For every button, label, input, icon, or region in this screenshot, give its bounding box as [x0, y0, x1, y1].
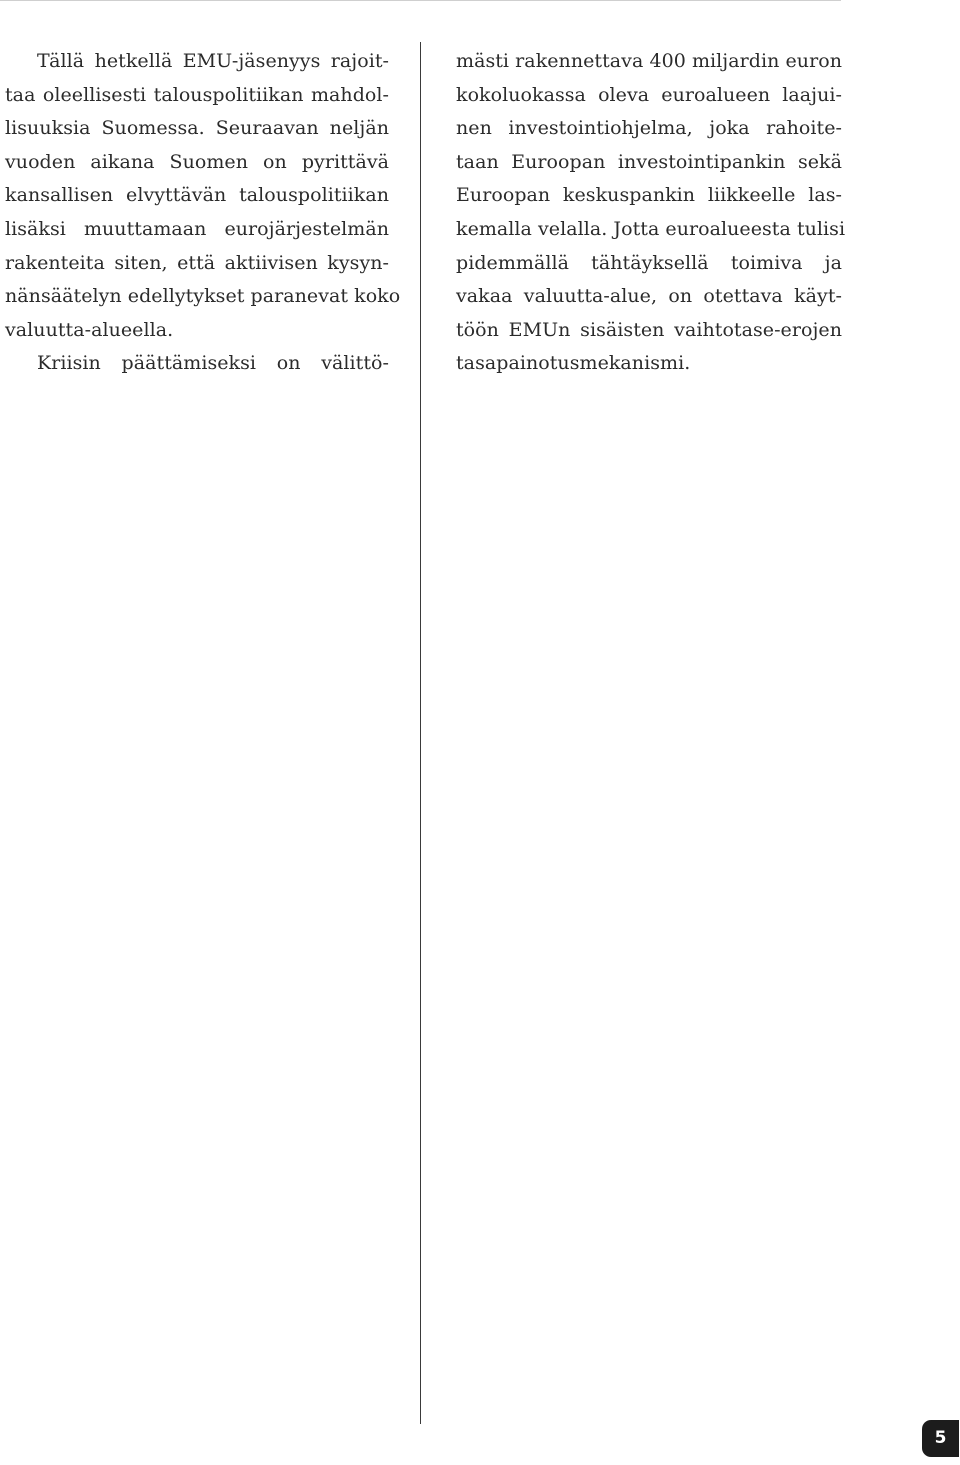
text-line: taa oleellisesti talouspolitiikan mahdol- [5, 83, 389, 106]
text-line: vakaa valuutta-alue, on otettava käyt- [456, 285, 842, 308]
top-rule [0, 0, 841, 1]
text-line: töön EMUn sisäisten vaihtotase-erojen [456, 318, 842, 341]
text-line: vuoden aikana Suomen on pyrittävä [5, 150, 389, 173]
text-line: rakenteita siten, että aktiivisen kysyn- [5, 251, 389, 274]
text-line: lisuuksia Suomessa. Seuraavan neljän [5, 117, 389, 140]
right-text-column [456, 45, 846, 381]
left-text-column [5, 45, 401, 381]
page-number: 5 [934, 1428, 947, 1448]
text-line: Euroopan keskuspankin liikkeelle las- [456, 184, 842, 207]
text-line: kansallisen elvyttävän talouspolitiikan [5, 184, 389, 207]
text-line: taan Euroopan investointipankin sekä [456, 150, 842, 173]
column-divider [420, 42, 421, 1424]
text-line: nänsäätelyn edellytykset paranevat koko [5, 285, 401, 308]
text-line: valuutta-alueella. [5, 318, 174, 341]
text-line: lisäksi muuttamaan eurojärjestelmän [5, 217, 389, 240]
text-line: mästi rakennettava 400 miljardin euron [456, 50, 842, 72]
text-line: nen investointiohjelma, joka rahoite- [456, 117, 842, 140]
page-number-badge [922, 1420, 959, 1457]
text-line: Kriisin päättämiseksi on välittö- [37, 352, 389, 375]
text-line: kemalla velalla. Jotta euroalueesta tulisi [456, 217, 846, 240]
text-line: pidemmällä tähtäyksellä toimiva ja [456, 251, 842, 274]
text-line: kokoluokassa oleva euroalueen laajui- [456, 83, 842, 106]
text-line: tasapainotusmekanismi. [456, 352, 691, 375]
text-line: Tällä hetkellä EMU-jäsenyys rajoit- [37, 50, 389, 72]
